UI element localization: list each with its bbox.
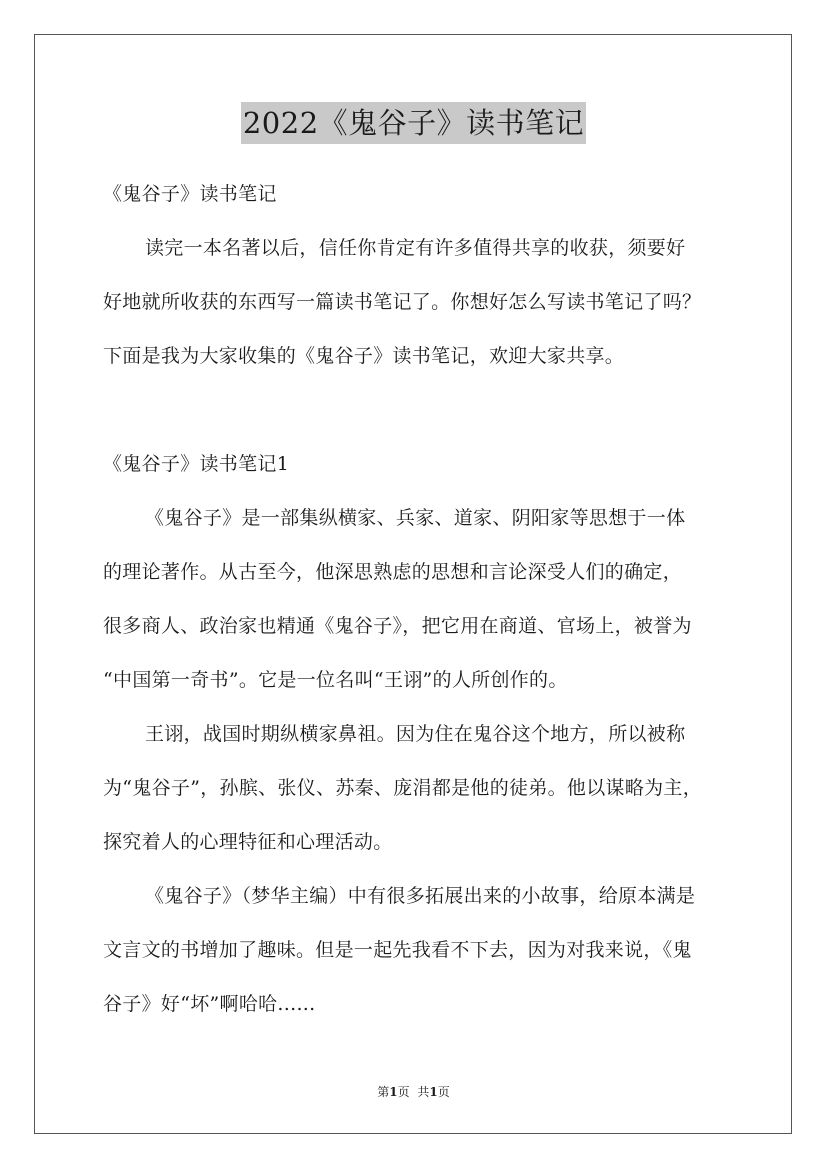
paragraph2-line-1: 王诩，战国时期纵横家鼻祖。因为住在鬼谷这个地方，所以被称: [145, 723, 686, 745]
intro-line-3: 下面是我为大家收集的《鬼谷子》读书笔记，欢迎大家共享。: [103, 345, 625, 367]
page-footer: [0, 1083, 827, 1101]
total-suffix: 页: [437, 1085, 450, 1099]
paragraph1-line-4: “中国第一奇书”。它是一位名叫“王诩”的人所创作的。: [103, 669, 568, 691]
title-container: [0, 102, 827, 144]
paragraph3-line-3: 谷子》好“坏”啊哈哈......: [103, 993, 316, 1015]
paragraph2-line-3: 探究着人的心理特征和心理活动。: [103, 831, 393, 853]
paragraph1-line-1: 《鬼谷子》是一部集纵横家、兵家、道家、阴阳家等思想于一体: [145, 507, 686, 529]
total-pages: 1: [429, 1085, 438, 1099]
intro-line-2: 好地就所收获的东西写一篇读书笔记了。你想好怎么写读书笔记了吗？: [103, 291, 702, 313]
section-heading: 《鬼谷子》读书笔记1: [103, 453, 290, 475]
document-subtitle: 《鬼谷子》读书笔记: [103, 183, 277, 205]
document-title: 2022《鬼谷子》读书笔记: [241, 102, 586, 144]
paragraph3-line-2: 文言文的书增加了趣味。但是一起先我看不下去，因为对我来说，《鬼: [103, 939, 692, 961]
paragraph2-line-2: 为“鬼谷子”，孙膑、张仪、苏秦、庞涓都是他的徒弟。他以谋略为主，: [103, 777, 703, 799]
intro-line-1: 读完一本名著以后，信任你肯定有许多值得共享的收获，须要好: [145, 237, 686, 259]
page-prefix: 第: [377, 1085, 390, 1099]
page-suffix: 页: [397, 1085, 410, 1099]
paragraph1-line-2: 的理论著作。从古至今，他深思熟虑的思想和言论深受人们的确定，: [103, 561, 683, 583]
paragraph3-line-1: 《鬼谷子》（梦华主编）中有很多拓展出来的小故事，给原本满是: [145, 885, 696, 907]
total-prefix: 共: [417, 1085, 430, 1099]
page-number: 1: [389, 1085, 398, 1099]
paragraph1-line-3: 很多商人、政治家也精通《鬼谷子》，把它用在商道、官场上，被誉为: [103, 615, 692, 637]
